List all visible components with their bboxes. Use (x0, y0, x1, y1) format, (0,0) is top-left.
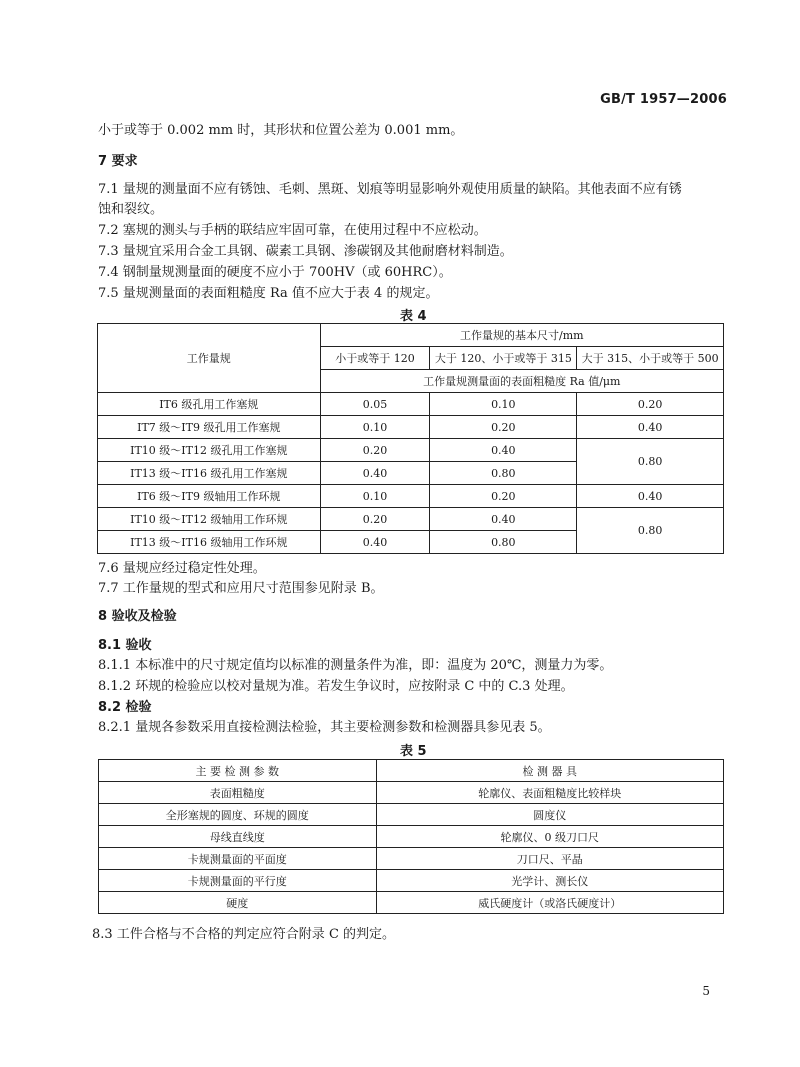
t4-cell: 0.20 (430, 485, 577, 508)
clause-7-1-cont: 蚀和裂纹。 (98, 202, 164, 217)
t4-row-name: IT10 级～IT12 级轴用工作环规 (98, 508, 321, 531)
t4-sub-header: 大于 315、小于或等于 500 (577, 347, 724, 370)
t4-cell: 0.05 (320, 393, 430, 416)
table-5-caption: 表 5 (400, 744, 427, 759)
t5-header: 主 要 检 测 参 数 (99, 760, 377, 782)
clause-8-1-1: 8.1.1 本标准中的尺寸规定值均以标准的测量条件为准，即：温度为 20℃，测量力为零。 (98, 658, 613, 673)
t4-cell: 0.40 (320, 531, 430, 554)
t4-cell: 0.80 (430, 531, 577, 554)
t4-cell: 0.40 (577, 416, 724, 439)
t4-row-name: IT13 级～IT16 级孔用工作塞规 (98, 462, 321, 485)
t4-cell: 0.40 (430, 508, 577, 531)
t4-cell-merged: 0.80 (577, 439, 724, 485)
t5-instrument: 轮廓仪、表面粗糙度比较样块 (376, 782, 723, 804)
t5-instrument: 威氏硬度计（或洛氏硬度计） (376, 892, 723, 914)
t4-row-name: IT10 级～IT12 级孔用工作塞规 (98, 439, 321, 462)
t4-cell: 0.40 (577, 485, 724, 508)
clause-7-5: 7.5 量规测量面的表面粗糙度 Ra 值不应大于表 4 的规定。 (98, 286, 439, 301)
t4-cell: 0.80 (430, 462, 577, 485)
t4-cell: 0.20 (320, 508, 430, 531)
t5-instrument: 圆度仪 (376, 804, 723, 826)
t5-instrument: 轮廓仪、0 级刀口尺 (376, 826, 723, 848)
section-8-2-heading: 8.2 检验 (98, 700, 152, 715)
t4-group-header: 工作量规的基本尺寸/mm (320, 324, 723, 347)
page-number: 5 (702, 984, 710, 998)
t5-header: 检 测 器 具 (376, 760, 723, 782)
t4-cell: 0.40 (430, 439, 577, 462)
t4-cell: 0.40 (320, 462, 430, 485)
t4-sub-header: 小于或等于 120 (320, 347, 430, 370)
t5-param: 母线直线度 (99, 826, 377, 848)
clause-7-2: 7.2 塞规的测头与手柄的联结应牢固可靠，在使用过程中不应松动。 (98, 223, 487, 238)
clause-7-1: 7.1 量规的测量面不应有锈蚀、毛刺、黑斑、划痕等明显影响外观使用质量的缺陷。其他表面不应有锈 (98, 182, 682, 197)
section-8-heading: 8 验收及检验 (98, 609, 177, 624)
t4-cell: 0.20 (430, 416, 577, 439)
t4-unit-row: 工作量规测量面的表面粗糙度 Ra 值/μm (320, 370, 723, 393)
t5-param: 卡规测量面的平面度 (99, 848, 377, 870)
t4-sub-header: 大于 120、小于或等于 315 (430, 347, 577, 370)
t4-row-name: IT13 级～IT16 级轴用工作环规 (98, 531, 321, 554)
clause-7-4: 7.4 钢制量规测量面的硬度不应小于 700HV（或 60HRC）。 (98, 265, 452, 280)
section-8-1-heading: 8.1 验收 (98, 638, 152, 653)
clause-7-6: 7.6 量规应经过稳定性处理。 (98, 561, 266, 576)
table-5 (98, 759, 724, 914)
t5-param: 卡规测量面的平行度 (99, 870, 377, 892)
clause-8-3: 8.3 工件合格与不合格的判定应符合附录 C 的判定。 (92, 927, 396, 942)
clause-7-3: 7.3 量规宜采用合金工具钢、碳素工具钢、渗碳钢及其他耐磨材料制造。 (98, 244, 513, 259)
t5-param: 表面粗糙度 (99, 782, 377, 804)
clause-8-2-1: 8.2.1 量规各参数采用直接检测法检验，其主要检测参数和检测器具参见表 5。 (98, 720, 551, 735)
t5-instrument: 刀口尺、平晶 (376, 848, 723, 870)
t5-instrument: 光学计、测长仪 (376, 870, 723, 892)
t4-cell: 0.20 (320, 439, 430, 462)
t4-cell: 0.10 (320, 416, 430, 439)
t4-row-name: IT6 级～IT9 级轴用工作环规 (98, 485, 321, 508)
t4-row-name: IT7 级～IT9 级孔用工作塞规 (98, 416, 321, 439)
t4-cell: 0.20 (577, 393, 724, 416)
t5-param: 全形塞规的圆度、环规的圆度 (99, 804, 377, 826)
t4-cell: 0.10 (320, 485, 430, 508)
t4-cell-merged: 0.80 (577, 508, 724, 554)
table-4 (97, 323, 724, 554)
t4-col0-header: 工作量规 (98, 324, 321, 393)
t5-param: 硬度 (99, 892, 377, 914)
table-4-caption: 表 4 (400, 309, 427, 324)
standard-number: GB/T 1957—2006 (600, 92, 727, 107)
clause-7-7: 7.7 工作量规的型式和应用尺寸范围参见附录 B。 (98, 581, 384, 596)
section-7-heading: 7 要求 (98, 154, 138, 169)
t4-row-name: IT6 级孔用工作塞规 (98, 393, 321, 416)
clause-8-1-2: 8.1.2 环规的检验应以校对量规为准。若发生争议时，应按附录 C 中的 C.3 处理。 (98, 679, 574, 694)
t4-cell: 0.10 (430, 393, 577, 416)
text-line: 小于或等于 0.002 mm 时，其形状和位置公差为 0.001 mm。 (98, 123, 464, 138)
